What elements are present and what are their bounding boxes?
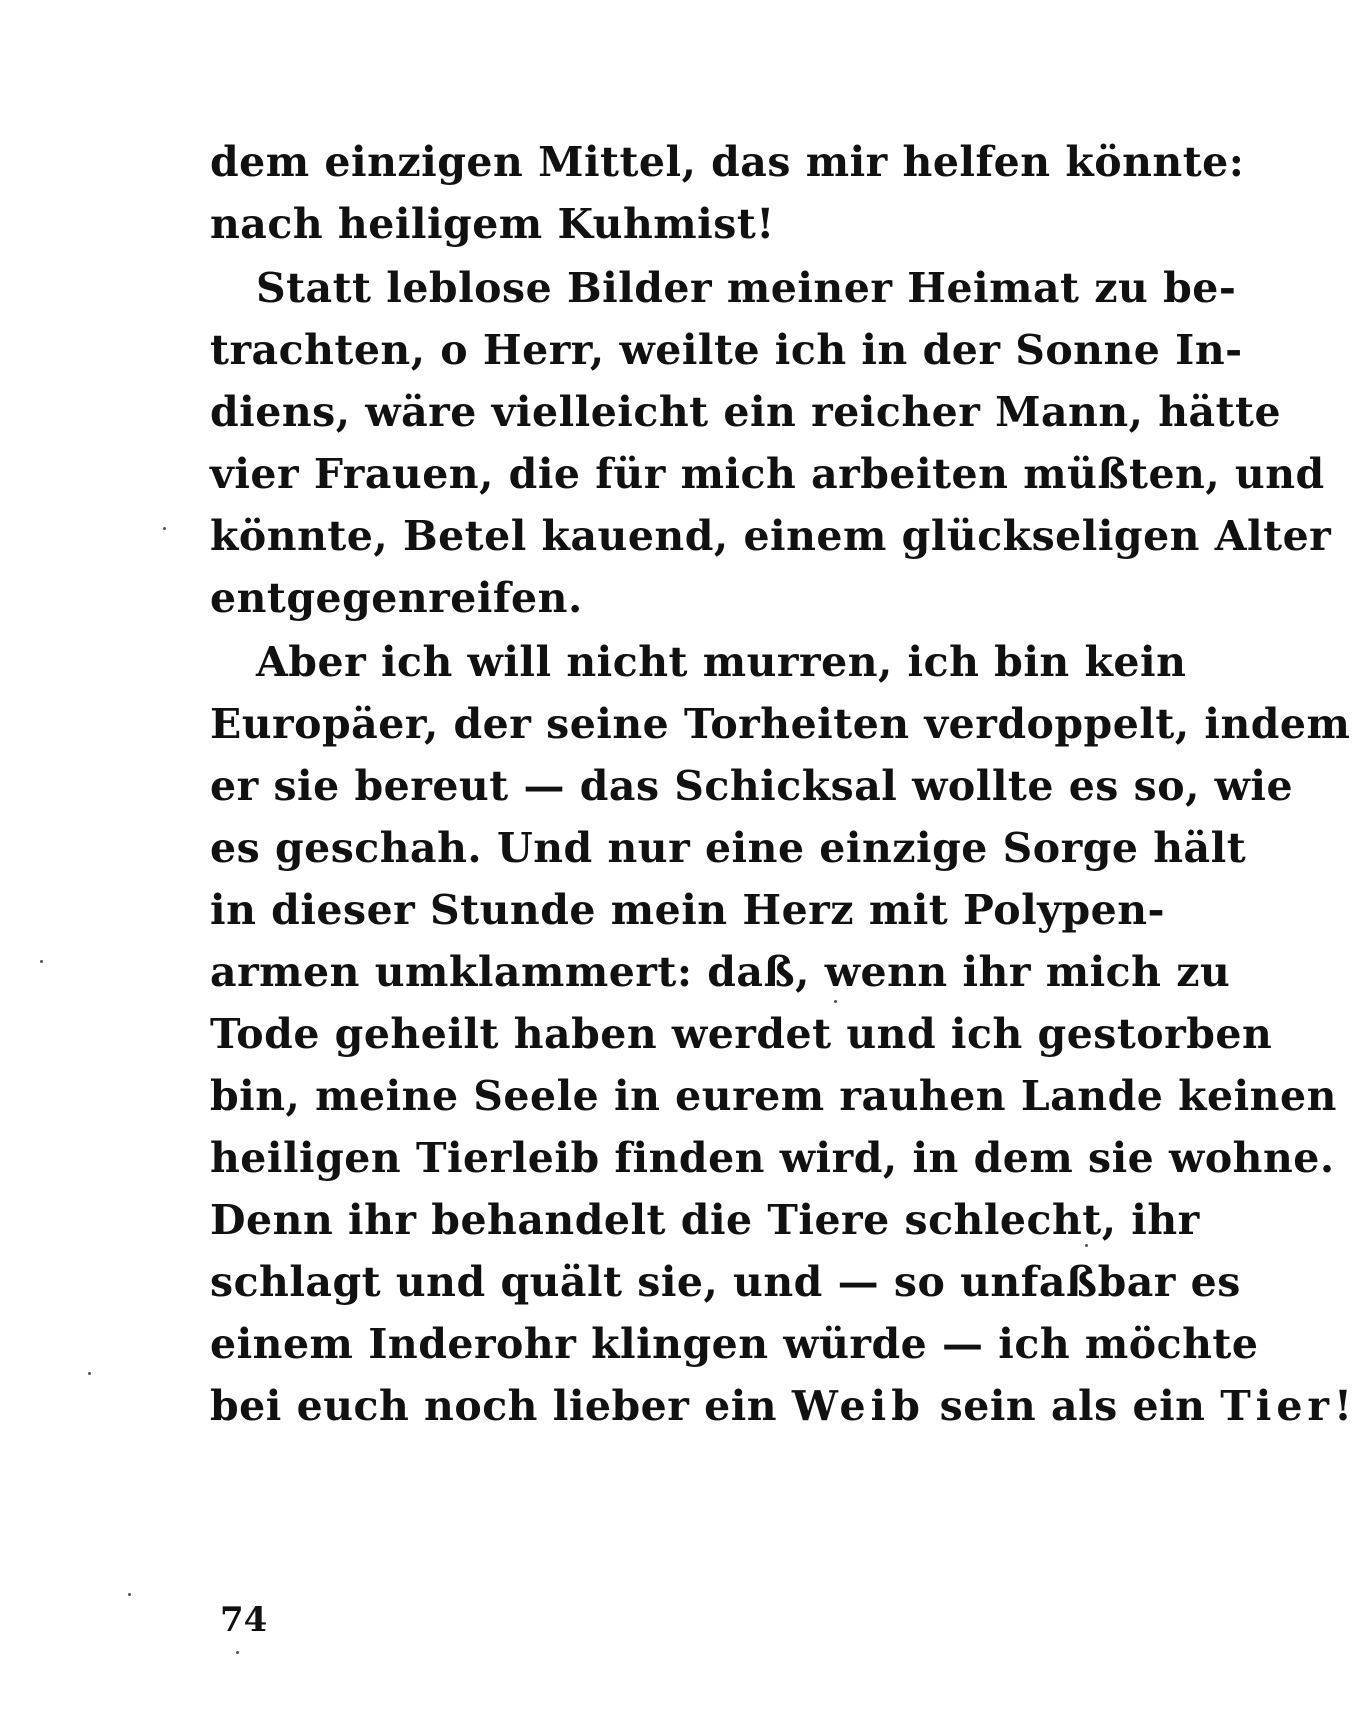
text-line: schlagt und quält sie, und — so unfaßbar es (210, 1258, 1241, 1306)
text-fragment: ! (1334, 1382, 1353, 1430)
text-line: armen umklammert: daß, wenn ihr mich zu (210, 948, 1231, 996)
text-fragment: sein als ein (924, 1382, 1221, 1430)
text-line: vier Frauen, die für mich arbeiten müßten, und (210, 450, 1325, 498)
text-line: könnte, Betel kauend, einem glückseligen Alter (210, 512, 1332, 560)
text-line: Tode geheilt haben werdet und ich gestorben (210, 1010, 1273, 1058)
scan-speck (40, 960, 43, 963)
text-line: diens, wäre vielleicht ein reicher Mann, hätte (210, 388, 1282, 436)
text-line: einem Inderohr klingen würde — ich möchte (210, 1320, 1259, 1368)
text-line: in dieser Stunde mein Herz mit Polypen- (210, 886, 1166, 934)
scan-speck (1085, 1244, 1088, 1247)
emphasized-word: Tier (1220, 1382, 1335, 1430)
scan-speck (236, 1651, 239, 1654)
emphasized-word: Weib (791, 1382, 925, 1430)
scan-speck (88, 1372, 91, 1375)
text-line: dem einzigen Mittel, das mir helfen könnte: (210, 138, 1245, 186)
text-line: nach heiligem Kuhmist! (210, 200, 775, 248)
text-line: heiligen Tierleib finden wird, in dem sie wohne. (210, 1134, 1335, 1182)
scan-speck (163, 527, 166, 530)
scan-speck (834, 1000, 837, 1003)
text-line: Statt leblose Bilder meiner Heimat zu be- (256, 264, 1237, 312)
text-line: bin, meine Seele in eurem rauhen Lande keinen (210, 1072, 1337, 1120)
text-line: trachten, o Herr, weilte ich in der Sonne In- (210, 326, 1243, 374)
text-line-last (210, 1374, 1353, 1438)
text-line: Denn ihr behandelt die Tiere schlecht, ihr (210, 1196, 1200, 1244)
scan-speck (128, 1593, 131, 1596)
text-fragment: bei euch noch lieber ein (210, 1382, 792, 1430)
text-line: Aber ich will nicht murren, ich bin kein (256, 638, 1187, 686)
page-number: 74 (220, 1600, 268, 1640)
text-line: er sie bereut — das Schicksal wollte es so, wie (210, 762, 1294, 810)
text-line: Europäer, der seine Torheiten verdoppelt, indem (210, 700, 1351, 748)
text-line: es geschah. Und nur eine einzige Sorge hält (210, 824, 1247, 872)
text-line: entgegenreifen. (210, 574, 583, 622)
